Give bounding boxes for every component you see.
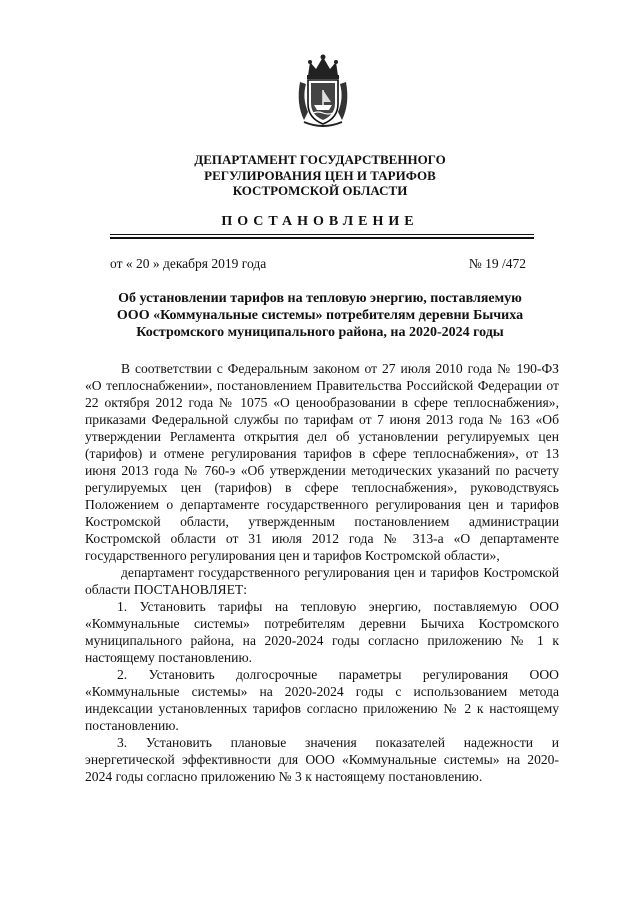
header-rule-thin xyxy=(110,234,534,235)
title-line-1: Об установлении тарифов на тепловую энергию, поставляемую xyxy=(118,291,522,306)
resolution-item-1: 1. Установить тарифы на тепловую энергию, поставляемую ООО «Коммунальные системы» потребителям деревни Бычиха Костромского муниципального района, на 2020-2024 годы согласно приложению № 1 к настоящему постановлению. xyxy=(85,599,559,665)
department-line-3: КОСТРОМСКОЙ ОБЛАСТИ xyxy=(232,183,408,198)
issuing-department xyxy=(0,152,640,199)
document-title xyxy=(96,290,544,341)
document-date: от « 20 » декабря 2019 года xyxy=(110,256,267,271)
kostroma-coat-of-arms-icon xyxy=(296,52,350,128)
title-line-2: ООО «Коммунальные системы» потребителям деревни Бычиха xyxy=(116,308,524,323)
header-rule-thick xyxy=(110,237,534,239)
document-body xyxy=(85,360,559,785)
resolution-item-3: 3. Установить плановые значения показателей надежности и энергетической эффективности для ООО «Коммунальные системы» на 2020-2024 годы согласно приложению № 3 к настоящему постановлению. xyxy=(85,735,559,784)
resolves-paragraph: департамент государственного регулирования цен и тарифов Костромской области ПОСТАНОВЛЯЕТ: xyxy=(85,565,559,597)
document-number: № 19 /472 xyxy=(468,256,526,271)
preamble-paragraph: В соответствии с Федеральным законом от 27 июля 2010 года № 190-ФЗ «О теплоснабжении», постановлением Правительства Российской Федерации от 22 октября 2012 года № 1075 «О ценообразовании в сфере теплоснабжения», приказами Федеральной службы по тарифам от 7 июня 2013 года № 163 «Об утверждении Регламента открытия дел об установлении регулируемых цен (тарифов) и отмене регулирования тарифов в сфере теплоснабжения», от 13 июня 2013 года № 760-э «Об утверждении методических указаний по расчету регулируемых цен (тарифов) в сфере теплоснабжения», руководствуясь Положением о департаменте государственного регулирования цен и тарифов Костромской области, утвержденным постановлением администрации Костромской области от 31 июля 2012 года № 313-а «О департаменте государственного регулирования цен и тарифов Костромской области», xyxy=(85,361,559,563)
date-number-line xyxy=(110,255,534,273)
document-type-heading: ПОСТАНОВЛЕНИЕ xyxy=(221,214,419,229)
department-line-2: РЕГУЛИРОВАНИЯ ЦЕН И ТАРИФОВ xyxy=(204,167,436,183)
department-line-1: ДЕПАРТАМЕНТ ГОСУДАРСТВЕННОГО xyxy=(194,152,446,167)
resolution-item-2: 2. Установить долгосрочные параметры регулирования ООО «Коммунальные системы» на 2020-2024 годы с использованием метода индексации установленных тарифов согласно приложению № 2 к настоящему постановлению. xyxy=(85,667,559,733)
title-line-3: Костромского муниципального района, на 2020-2024 годы xyxy=(136,325,504,340)
